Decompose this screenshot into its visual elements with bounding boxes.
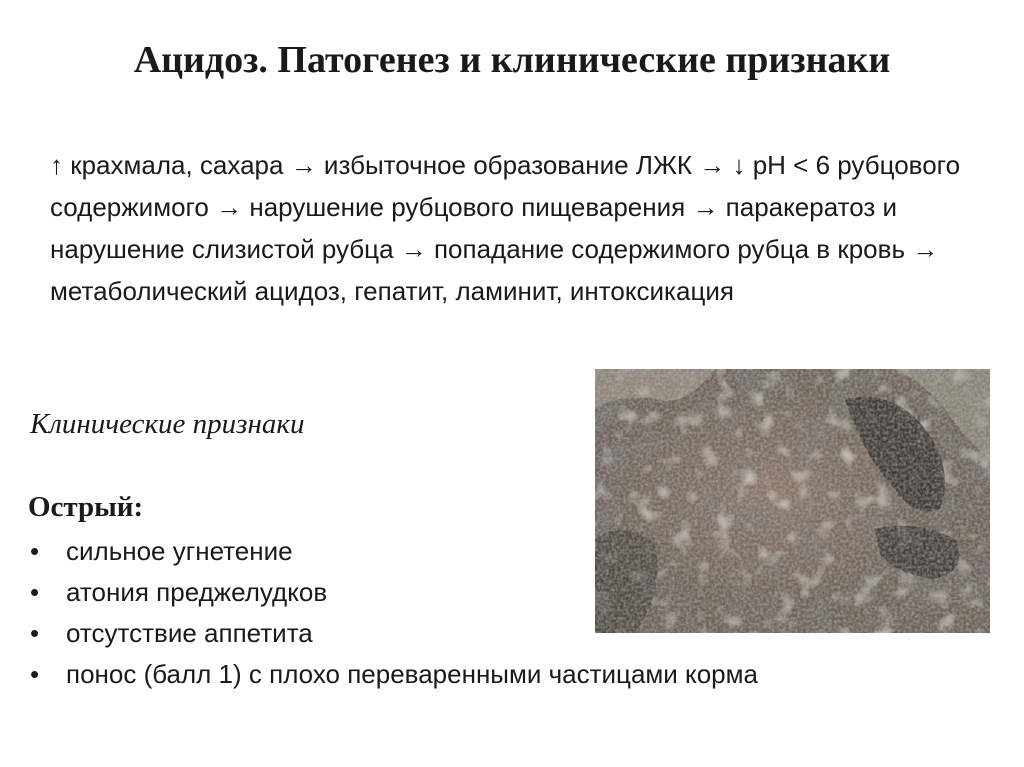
acute-sign-text: понос (балл 1) с плохо переваренными частицами корма: [66, 659, 758, 689]
bullet-icon: •: [30, 536, 40, 566]
bullet-icon: •: [30, 618, 40, 648]
bullet-icon: •: [30, 577, 40, 607]
acute-sign-text: атония преджелудков: [66, 577, 328, 607]
acute-heading: Острый:: [28, 491, 144, 523]
rumen-mucosa-photo: [595, 369, 990, 633]
pathogenesis-chain-text: ↑ крахмала, сахара → избыточное образование ЛЖК → ↓ рН < 6 рубцового содержимого → нарушение рубцового пищеварения → паракератоз и нарушение слизистой рубца → попадание содержимого рубца в кровь → метаболический ацидоз, гепатит, ламинит, интоксикация: [50, 150, 961, 306]
slide-title: Ацидоз. Патогенез и клинические признаки: [133, 39, 891, 81]
clinical-signs-heading: Клинические признаки: [30, 408, 305, 440]
acute-sign-text: сильное угнетение: [66, 536, 293, 566]
acute-sign-text: отсутствие аппетита: [66, 618, 313, 648]
bullet-icon: •: [30, 659, 40, 689]
list-item: [28, 654, 758, 695]
photo-texture: [595, 369, 990, 633]
